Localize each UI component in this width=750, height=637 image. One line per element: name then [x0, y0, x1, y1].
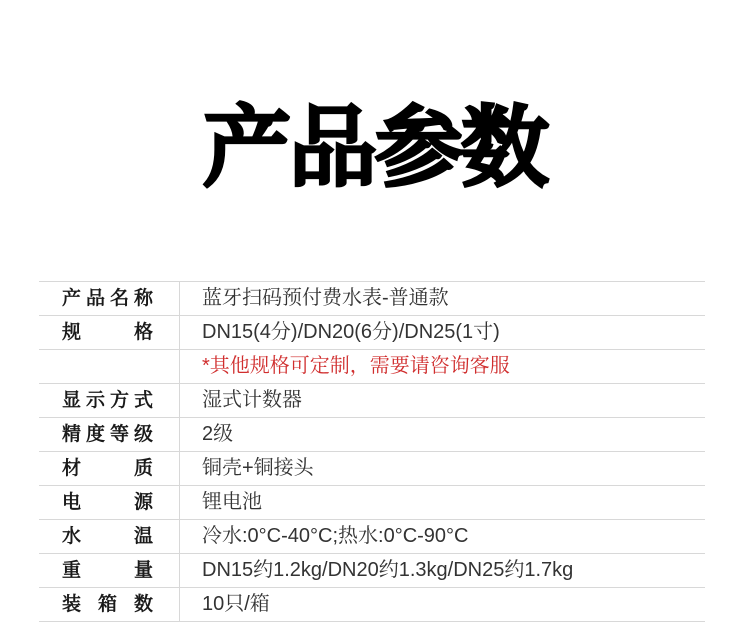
spec-label: 材质 — [39, 452, 180, 485]
spec-label: 规格 — [39, 316, 180, 349]
table-row — [39, 316, 705, 350]
spec-value: 锂电池 — [202, 491, 262, 513]
spec-value: 湿式计数器 — [202, 389, 302, 411]
spec-value: DN15约1.2kg/DN20约1.3kg/DN25约1.7kg — [202, 559, 574, 581]
table-row — [39, 520, 705, 554]
spec-label: 显示方式 — [39, 384, 180, 417]
spec-label — [39, 350, 180, 383]
table-row — [39, 452, 705, 486]
spec-label: 精度等级 — [39, 418, 180, 451]
spec-table — [39, 281, 705, 622]
table-row — [39, 418, 705, 452]
page-title: 产品参数 — [202, 98, 547, 197]
spec-value: 铜壳+铜接头 — [202, 457, 314, 479]
table-row — [39, 486, 705, 520]
spec-value: 冷水:0°C-40°C;热水:0°C-90°C — [202, 525, 469, 547]
table-row — [39, 350, 705, 384]
spec-value: 10只/箱 — [202, 593, 270, 615]
spec-label: 电源 — [39, 486, 180, 519]
table-row — [39, 588, 705, 622]
table-row — [39, 554, 705, 588]
spec-value: 2级 — [202, 423, 234, 445]
spec-label: 水温 — [39, 520, 180, 553]
spec-value: *其他规格可定制，需要请咨询客服 — [202, 355, 510, 377]
spec-value: 蓝牙扫码预付费水表-普通款 — [202, 287, 449, 309]
table-row — [39, 384, 705, 418]
spec-value: DN15(4分)/DN20(6分)/DN25(1寸) — [202, 321, 500, 343]
table-row — [39, 282, 705, 316]
spec-label: 重量 — [39, 554, 180, 587]
spec-label: 装箱数 — [39, 588, 180, 621]
spec-label: 产品名称 — [39, 282, 180, 315]
